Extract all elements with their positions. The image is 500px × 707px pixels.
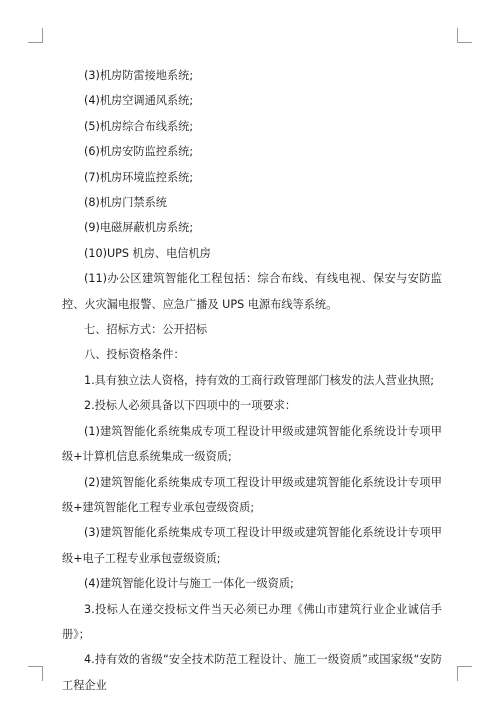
paragraph: (1)建筑智能化系统集成专项工程设计甲级或建筑智能化系统设计专项甲级+计算机信息系统集成一级资质; (62, 424, 442, 464)
paragraph: (4)建筑智能化设计与施工一体化一级资质; (84, 577, 294, 591)
paragraph: (4)机房空调通风系统; (84, 94, 194, 108)
paragraph: (2)建筑智能化系统集成专项工程设计甲级或建筑智能化系统设计专项甲级+建筑智能化工程专业承包壹级资质; (62, 475, 442, 514)
paragraph: (3)建筑智能化系统集成专项工程设计甲级或建筑智能化系统设计专项甲级+电子工程专业承包壹级资质; (62, 526, 442, 565)
section-heading: 八、投标资格条件： (84, 348, 185, 362)
paragraph: (5)机房综合布线系统; (84, 119, 194, 133)
crop-mark-top-left (28, 28, 43, 43)
crop-mark-top-right (457, 28, 472, 43)
paragraph: 1.具有独立法人资格，持有效的工商行政管理部门核发的法人营业执照; (84, 373, 435, 387)
crop-mark-bottom-right (457, 666, 472, 681)
paragraph: (11)办公区建筑智能化工程包括：综合布线、有线电视、保安与安防监控、火灾漏电报警、应急广播及 UPS 电源布线等系统。 (62, 272, 442, 311)
paragraph: 2.投标人必须具备以下四项中的一项要求： (84, 399, 297, 413)
paragraph: (9)电磁屏蔽机房系统; (84, 221, 194, 235)
crop-mark-bottom-left (28, 666, 43, 681)
paragraph: 3.投标人在递交投标文件当天必须已办理《佛山市建筑行业企业诚信手册》； (62, 602, 442, 641)
paragraph: (10)UPS 机房、电信机房 (84, 246, 211, 260)
paragraph: 4.持有效的省级“安全技术防范工程设计、施工一级资质”或国家级“安防工程企业 (62, 653, 442, 692)
section-heading: 七、招标方式：公开招标 (84, 323, 208, 337)
paragraph: (3)机房防雷接地系统; (84, 69, 194, 82)
document-body (62, 63, 442, 698)
paragraph: (8)机房门禁系统 (84, 196, 167, 210)
paragraph: (6)机房安防监控系统; (84, 145, 194, 159)
paragraph: (7)机房环境监控系统; (84, 170, 194, 184)
